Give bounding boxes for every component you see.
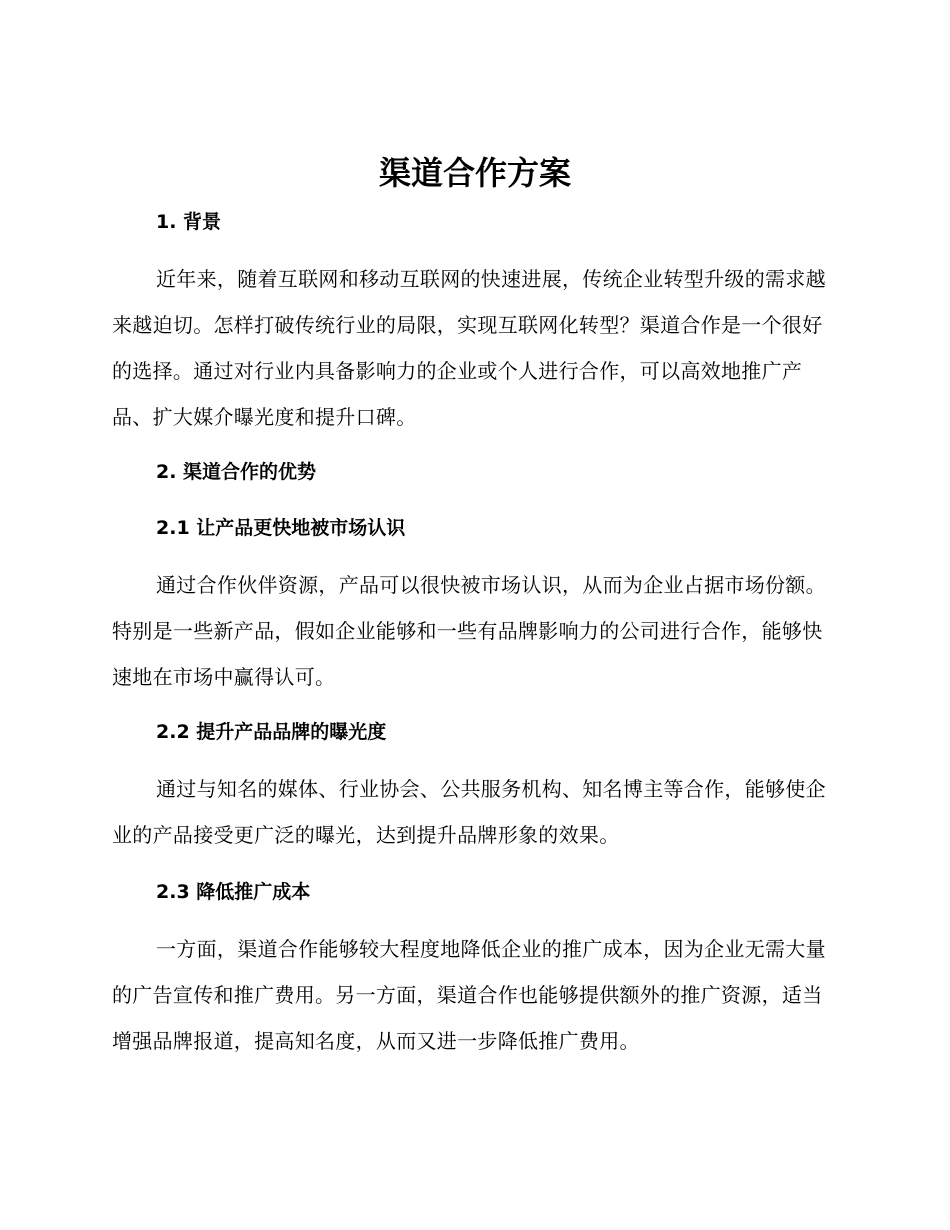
section-heading-2-2: 2.2 提升产品品牌的曝光度	[156, 721, 387, 743]
section-paragraph-background: 近年来，随着互联网和移动互联网的快速进展，传统企业转型升级的需求越来越迫切。怎样打破传统行业的局限，实现互联网化转型？渠道合作是一个很好的选择。通过对行业内具备影响力的企业或个人进行合作，可以高效地推广产品、扩大媒介曝光度和提升口碑。	[112, 267, 826, 429]
section-heading-2-1: 2.1 让产品更快地被市场认识	[156, 517, 406, 539]
section-paragraph-2-3: 一方面，渠道合作能够较大程度地降低企业的推广成本，因为企业无需大量的广告宣传和推广费用。另一方面，渠道合作也能够提供额外的推广资源，适当增强品牌报道，提高知名度，从而又进一步降低推广费用。	[112, 937, 826, 1053]
section-paragraph-2-2: 通过与知名的媒体、行业协会、公共服务机构、知名博主等合作，能够使企业的产品接受更广泛的曝光，达到提升品牌形象的效果。	[112, 777, 826, 847]
section-heading-2-3: 2.3 降低推广成本	[156, 881, 311, 903]
section-heading-advantages: 2. 渠道合作的优势	[156, 461, 317, 483]
section-paragraph-2-1: 通过合作伙伴资源，产品可以很快被市场认识，从而为企业占据市场份额。特别是一些新产品，假如企业能够和一些有品牌影响力的公司进行合作，能够快速地在市场中赢得认可。	[112, 573, 826, 689]
section-heading-background: 1. 背景	[156, 211, 222, 233]
document-title: 渠道合作方案	[378, 154, 571, 192]
